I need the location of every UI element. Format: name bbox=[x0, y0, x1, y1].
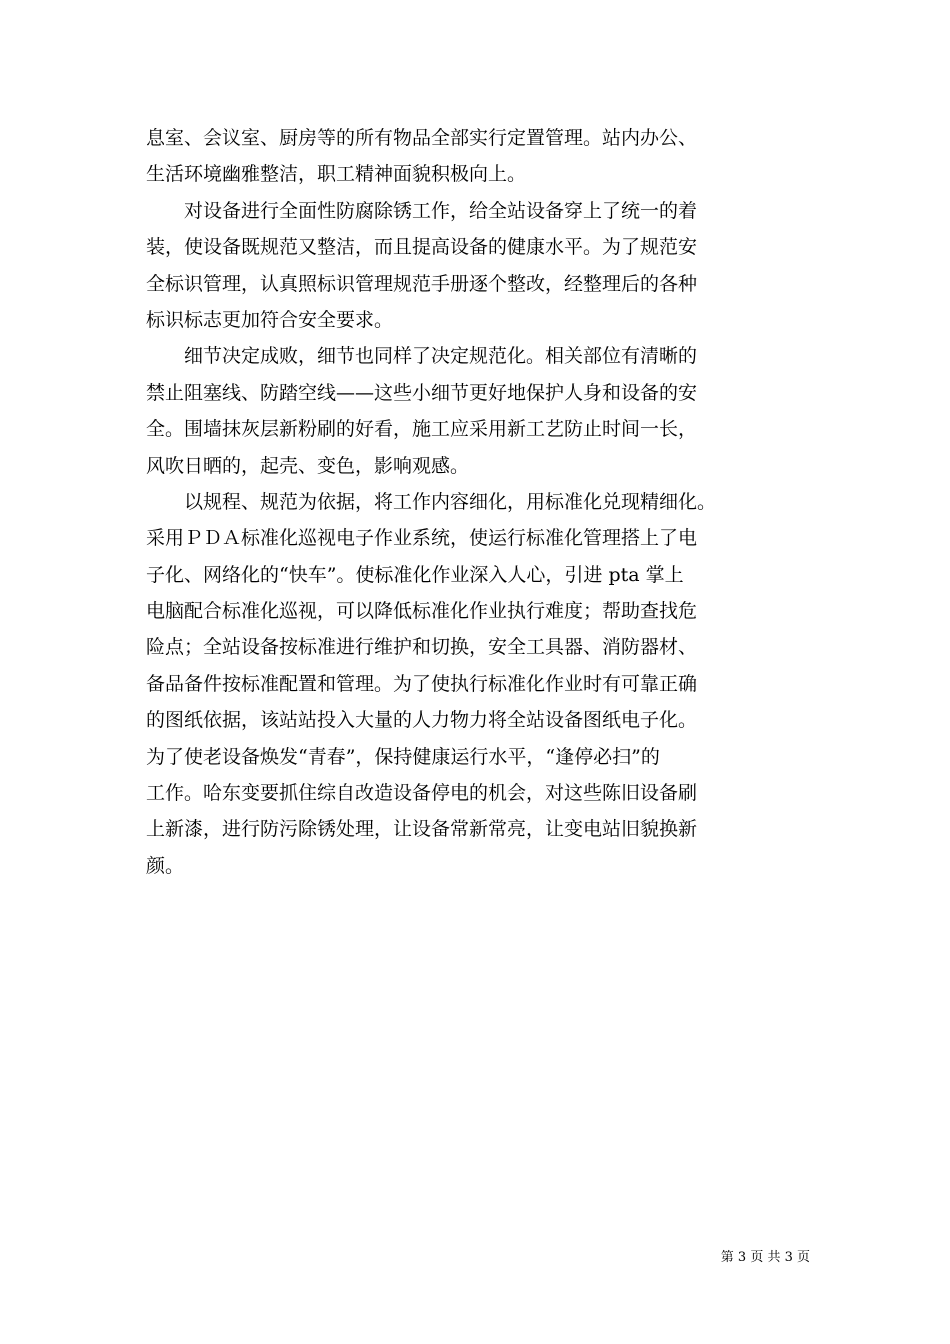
text-line: 装，使设备既规范又整洁，而且提高设备的健康水平。为了规范安 bbox=[146, 236, 698, 259]
text-line: 细节决定成败，细节也同样了决定规范化。相关部位有清晰的 bbox=[184, 345, 698, 368]
document-body bbox=[146, 120, 820, 884]
text-line: 上新漆，进行防污除锈处理，让设备常新常亮，让变电站旧貌换新 bbox=[146, 818, 698, 841]
text-line: 子化、网络化的“快车”。使标准化作业深入人心，引进 pta 掌上 bbox=[146, 563, 684, 586]
text-line: 险点；全站设备按标准进行维护和切换，安全工具器、消防器材、 bbox=[146, 636, 698, 659]
text-line: 采用ＰＤＡ标准化巡视电子作业系统，使运行标准化管理搭上了电 bbox=[146, 527, 698, 550]
text-line: 颜。 bbox=[146, 854, 185, 877]
text-line: 标识标志更加符合安全要求。 bbox=[146, 308, 394, 331]
text-line: 生活环境幽雅整洁，职工精神面貌积极向上。 bbox=[146, 163, 527, 186]
text-line: 的图纸依据，该站站投入大量的人力物力将全站设备图纸电子化。 bbox=[146, 709, 698, 732]
text-line: 禁止阻塞线、防踏空线——这些小细节更好地保护人身和设备的安 bbox=[146, 381, 698, 404]
page-number-footer: 第 3 页 共 3 页 bbox=[720, 1250, 810, 1265]
text-line: 备品备件按标准配置和管理。为了使执行标准化作业时有可靠正确 bbox=[146, 672, 698, 695]
text-line: 为了使老设备焕发“青春”，保持健康运行水平，“逢停必扫”的 bbox=[146, 745, 660, 768]
text-line: 以规程、规范为依据，将工作内容细化，用标准化兑现精细化。 bbox=[184, 490, 717, 513]
text-line: 风吹日晒的，起壳、变色，影响观感。 bbox=[146, 454, 470, 477]
text-line: 对设备进行全面性防腐除锈工作，给全站设备穿上了统一的着 bbox=[184, 199, 698, 222]
text-line: 息室、会议室、厨房等的所有物品全部实行定置管理。站内办公、 bbox=[146, 127, 698, 149]
text-line: 全。围墙抹灰层新粉刷的好看，施工应采用新工艺防止时间一长， bbox=[146, 418, 698, 441]
text-line: 电脑配合标准化巡视，可以降低标准化作业执行难度；帮助查找危 bbox=[146, 600, 698, 623]
text-line: 工作。哈东变要抓住综自改造设备停电的机会，对这些陈旧设备刷 bbox=[146, 782, 698, 805]
text-line: 全标识管理，认真照标识管理规范手册逐个整改，经整理后的各种 bbox=[146, 272, 698, 295]
